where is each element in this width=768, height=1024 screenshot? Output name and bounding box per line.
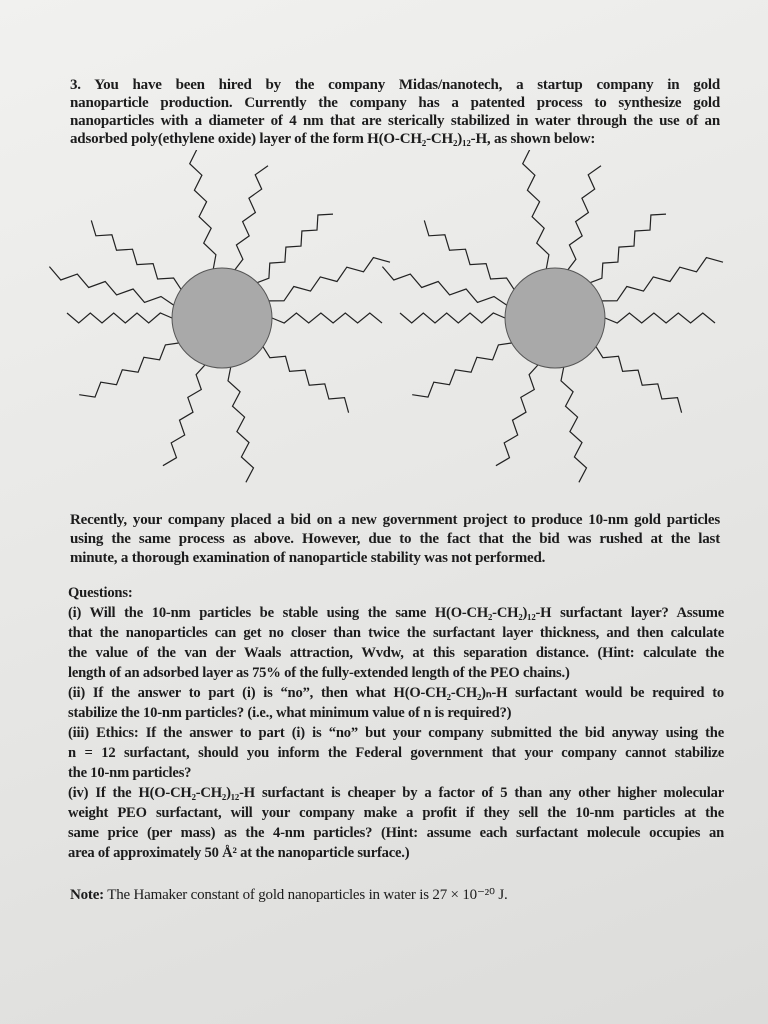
peo-chain [263, 347, 349, 413]
peo-chain [190, 150, 216, 269]
peo-chain [269, 258, 390, 301]
context-line: Recently, your company placed a bid on a new government project to produce 10-nm gold particles [70, 512, 720, 528]
question-line: (i) Will the 10-nm particles be stable using the same H(O-CH₂-CH₂)₁₂-H surfactant layer? Assume [68, 605, 724, 621]
peo-chain [163, 365, 205, 466]
peo-chain [602, 258, 723, 301]
question-line: stabilize the 10-nm particles? (i.e., what minimum value of n is required?) [68, 705, 512, 721]
intro-line: nanoparticles with a diameter of 4 nm that are sterically stabilized in water through the use of an [70, 113, 720, 129]
peo-chain [91, 220, 181, 289]
peo-chain [496, 365, 538, 466]
peo-chain [590, 214, 666, 283]
peo-chain [412, 343, 512, 397]
gold-nanoparticle [172, 268, 272, 368]
question-line: area of approximately 50 Å² at the nanoparticle surface.) [68, 845, 410, 861]
question-line: (iii) Ethics: If the answer to part (i) is “no” but your company submitted the bid anyway using the [68, 725, 724, 741]
question-line: weight PEO surfactant, will your company make a profit if they sell the 10-nm particles at the [68, 805, 724, 821]
intro-line: nanoparticle production. Currently the company has a patented process to synthesize gold [70, 95, 720, 111]
peo-chain [228, 367, 254, 482]
nanoparticle-diagram [0, 150, 768, 490]
peo-chain [67, 313, 172, 323]
peo-chain [568, 166, 601, 270]
peo-chain [424, 220, 514, 289]
peo-chain [400, 313, 505, 323]
question-line: that the nanoparticles can get no closer than twice the surfactant layer thickness, and then calculate [68, 625, 724, 641]
question-line: the value of the van der Waals attraction, Wvdw, at this separation distance. (Hint: calculate the [68, 645, 724, 661]
question-line: same price (per mass) as the 4-nm particles? (Hint: assume each surfactant molecule occupies an [68, 825, 724, 841]
peo-chain [605, 313, 715, 323]
context-line: using the same process as above. However, due to the fact that the bid was rushed at the last [70, 531, 720, 547]
question-line: (iv) If the H(O-CH₂-CH₂)₁₂-H surfactant is cheaper by a factor of 5 than any other higher molecular [68, 785, 724, 801]
note [70, 886, 720, 904]
context-line: minute, a thorough examination of nanoparticle stability was not performed. [70, 550, 546, 566]
peo-chain [272, 313, 382, 323]
question-line: (ii) If the answer to part (i) is “no”, then what H(O-CH₂-CH₂)ₙ-H surfactant would be required to [68, 685, 724, 701]
peo-chain [235, 166, 268, 270]
peo-chain [596, 347, 682, 413]
note-text: The Hamaker constant of gold nanoparticles in water is 27 × 10⁻²⁰ J. [103, 887, 508, 903]
intro-line: 3. You have been hired by the company Midas/nanotech, a startup company in gold [70, 77, 720, 93]
question-line: the 10-nm particles? [68, 765, 192, 781]
peo-chain [523, 150, 549, 269]
peo-chain [79, 343, 179, 397]
peo-chain [257, 214, 333, 283]
question-line: n = 12 surfactant, should you inform the Federal government that your company cannot stabilize [68, 745, 724, 761]
intro-line: adsorbed poly(ethylene oxide) layer of the form H(O-CH₂-CH₂)₁₂-H, as shown below: [70, 131, 596, 147]
peo-chain [561, 367, 587, 482]
gold-nanoparticle [505, 268, 605, 368]
questions-heading: Questions: [68, 585, 133, 601]
note-label: Note: [70, 887, 104, 903]
question-line: length of an adsorbed layer as 75% of the fully-extended length of the PEO chains.) [68, 665, 570, 681]
